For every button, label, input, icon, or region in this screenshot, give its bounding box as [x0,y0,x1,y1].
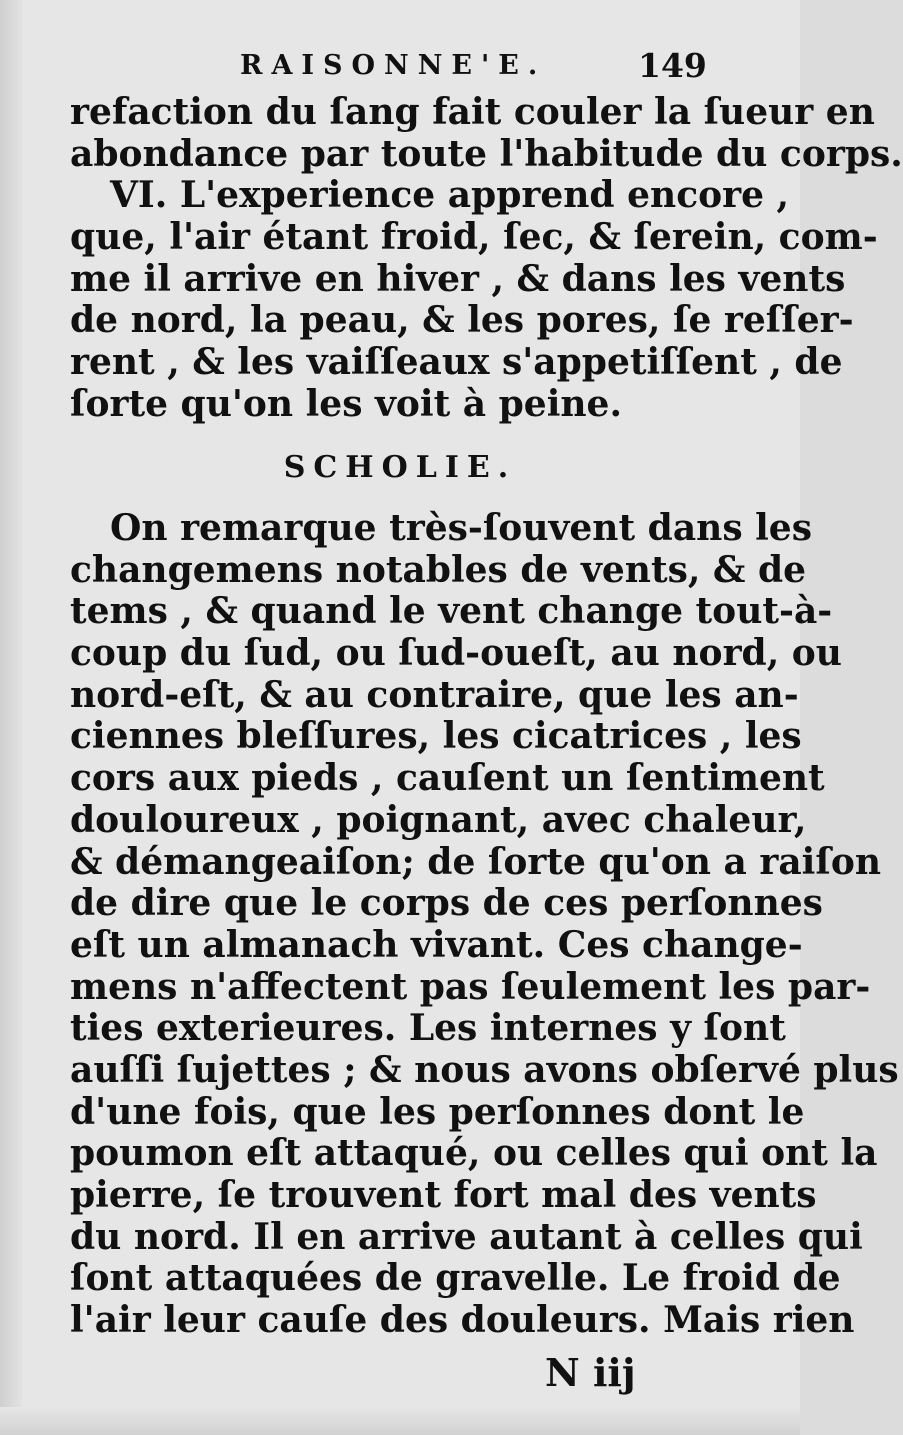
text-line: que, l'air étant froid, ſec, & ſerein, com- [70,216,878,259]
text-line: auſſi ſujettes ; & nous avons obſervé plus [70,1048,899,1091]
text-line: ſont attaquées de gravelle. Le froid de [70,1257,841,1300]
text-line: cors aux pieds , cauſent un ſentiment [70,757,825,800]
text-line: douloureux , poignant, avec chaleur, [70,798,807,841]
scholie-paragraph [70,507,899,1342]
text-line: de nord, la peau, & les pores, ſe reſſer- [70,299,854,342]
text-line: eſt un almanach vivant. Ces change- [70,923,803,966]
text-line: de dire que le corps de ces perſonnes [70,882,823,925]
signature-mark: N iij [545,1350,636,1395]
text-line: rent , & les vaiſſeaux s'appetiſſent , de [70,341,843,384]
section-heading: SCHOLIE. [283,450,517,485]
text-line: VI. L'experience apprend encore , [110,174,790,217]
text-line: ciennes bleſſures, les cicatrices , les [70,715,802,758]
page-number: 149 [638,46,707,85]
text-line: ties exterieures. Les internes y ſont [70,1007,786,1050]
text-line: pierre, ſe trouvent fort mal des vents [70,1174,817,1216]
text-line: mens n'affectent pas ſeulement les par- [70,965,871,1008]
text-line: d'une fois, que les perſonnes dont le [70,1090,805,1133]
text-line: du nord. Il en arrive autant à celles qui [70,1215,863,1258]
text-line: abondance par toute l'habitude du corps. [70,132,903,175]
paragraph-continuation [70,91,903,426]
page-margin-shadow [0,0,22,1435]
text-line: refaction du ſang fait couler la ſueur en [70,91,875,133]
page-bottom-edge [0,1407,800,1435]
text-line: nord-eſt, & au contraire, que les an- [70,673,799,716]
text-line: ſorte qu'on les voit à peine. [70,382,622,425]
text-line: coup du ſud, ou ſud-oueſt, au nord, ou [70,632,842,675]
text-line: l'air leur cauſe des douleurs. Mais rien [70,1299,855,1342]
text-line: tems , & quand le vent change tout-à- [70,590,833,633]
text-line: & démangeaiſon; de ſorte qu'on a raiſon [70,840,882,883]
text-line: me il arrive en hiver , & dans les vents [70,257,846,300]
text-line: changemens notables de vents, & de [70,548,807,591]
text-line: poumon eſt attaqué, ou celles qui ont la [70,1132,878,1175]
text-line: On remarque très-ſouvent dans les [110,507,812,549]
page-header [0,46,800,90]
running-title: RAISONNE'E. [240,50,547,81]
